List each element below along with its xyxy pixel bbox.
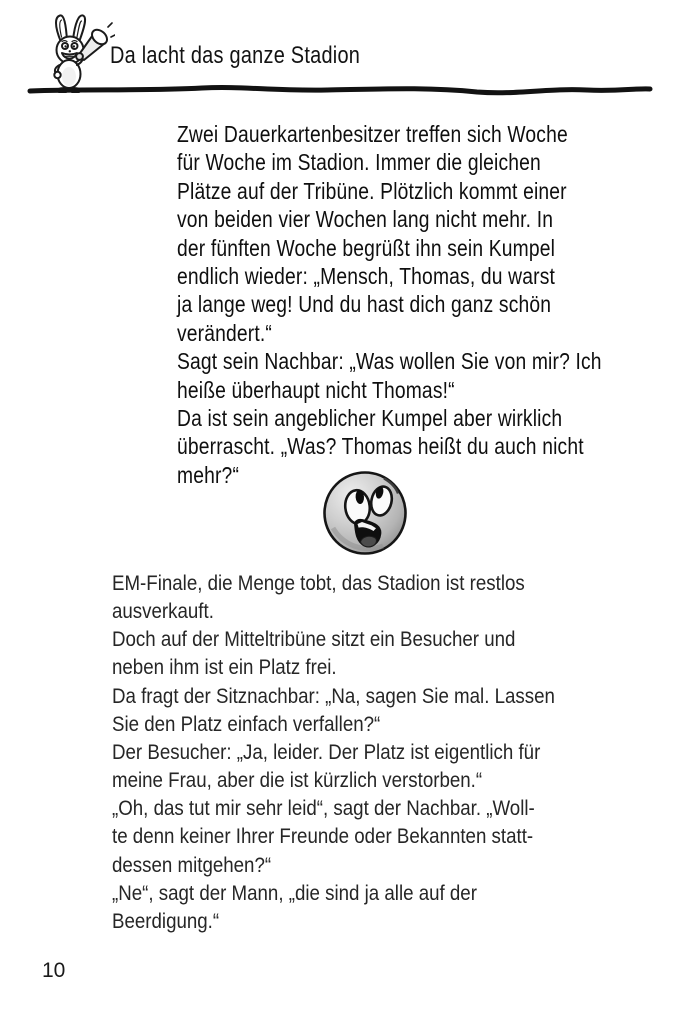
text-line: endlich wieder: „Mensch, Thomas, du warst — [177, 263, 556, 290]
text-line: „Oh, das tut mir sehr leid“, sagt der Nachbar. „Woll- — [112, 796, 535, 821]
joke-text-handwritten — [177, 120, 602, 489]
text-line: „Ne“, sagt der Mann, „die sind ja alle auf der — [112, 880, 477, 905]
text-line: Der Besucher: „Ja, leider. Der Platz ist eigentlich für — [112, 739, 541, 764]
text-line: verändert.“ — [177, 319, 272, 346]
text-line: heiße überhaupt nicht Thomas!“ — [177, 376, 455, 403]
divider-line — [27, 81, 653, 97]
text-line: dessen mitgehen?“ — [112, 852, 272, 877]
text-line: überrascht. „Was? Thomas heißt du auch nicht — [177, 433, 584, 460]
text-line: Doch auf der Mitteltribüne sitzt ein Besucher und — [112, 627, 516, 652]
joke-text-regular — [112, 569, 555, 935]
text-line: Sie den Platz einfach verfallen?“ — [112, 711, 381, 736]
text-line: Sagt sein Nachbar: „Was wollen Sie von mir? Ich — [177, 348, 602, 375]
text-line: Zwei Dauerkartenbesitzer treffen sich Woche — [177, 121, 568, 147]
text-line: Plätze auf der Tribüne. Plötzlich kommt einer — [177, 177, 567, 204]
text-line: ja lange weg! Und du hast dich ganz schön — [177, 291, 552, 318]
page-title: Da lacht das ganze Stadion — [110, 42, 361, 69]
text-line: Da fragt der Sitznachbar: „Na, sagen Sie mal. Lassen — [112, 683, 555, 708]
text-line: neben ihm ist ein Platz frei. — [112, 655, 337, 680]
text-line: te denn keiner Ihrer Freunde oder Bekannten statt- — [112, 824, 534, 849]
text-line: von beiden vier Wochen lang nicht mehr. In — [177, 206, 554, 233]
text-line: für Woche im Stadion. Immer die gleichen — [177, 149, 541, 176]
page-number: 10 — [42, 959, 66, 982]
text-line: der fünften Woche begrüßt ihn sein Kumpel — [177, 234, 556, 261]
text-line: meine Frau, aber die ist kürzlich verstorben.“ — [112, 768, 483, 793]
shocked-face-illustration — [321, 470, 409, 558]
text-line: Da ist sein angeblicher Kumpel aber wirklich — [177, 405, 563, 432]
text-line: ausverkauft. — [112, 599, 214, 624]
text-line: Beerdigung.“ — [112, 908, 220, 933]
text-line: mehr?“ — [177, 461, 240, 488]
text-line: EM-Finale, die Menge tobt, das Stadion ist restlos — [112, 571, 525, 595]
